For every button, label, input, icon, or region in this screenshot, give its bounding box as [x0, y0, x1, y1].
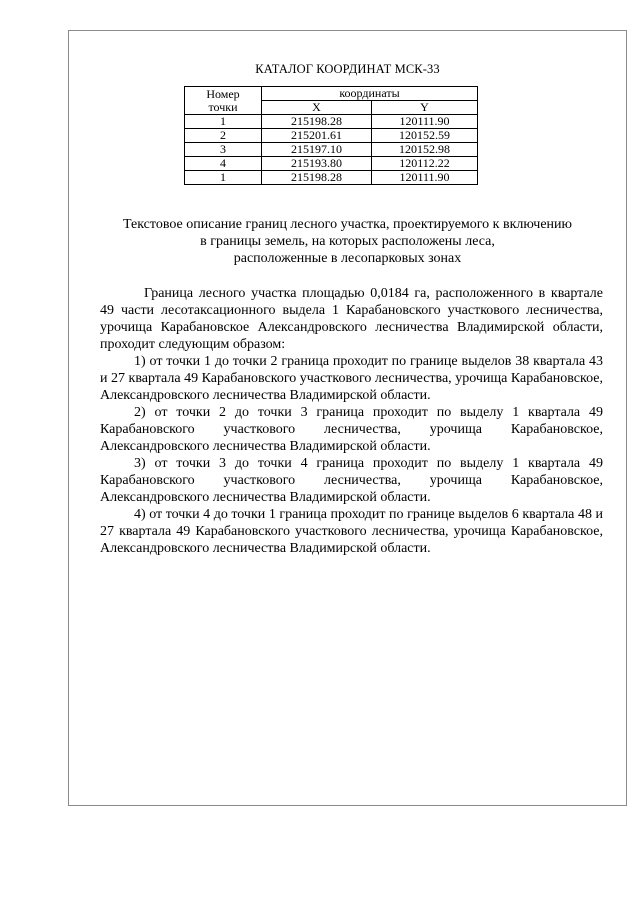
x-cell: 215193.80 [262, 157, 372, 171]
y-cell: 120111.90 [372, 171, 478, 185]
boundary-segment-paragraph: 3) от точки 3 до точки 4 граница проходит по выделу 1 квартала 49 Карабановского участкового лесничества, урочища Карабановское, Александровского лесничества Владимирской области. [100, 456, 603, 505]
point-cell: 4 [185, 157, 262, 171]
point-cell: 1 [185, 115, 262, 129]
y-cell: 120112.22 [372, 157, 478, 171]
point-header-line1: Номер [206, 86, 240, 101]
table-row [185, 143, 478, 157]
point-cell: 2 [185, 129, 262, 143]
x-header: X [262, 101, 372, 115]
description-body [100, 285, 603, 557]
table-row [185, 157, 478, 171]
boundary-segment-paragraph: 4) от точки 4 до точки 1 граница проходит по границе выделов 6 квартала 48 и 27 квартала 49 Карабановского участкового лесничества, урочища Карабановское, Александровского лесничества Владимирской области. [100, 507, 603, 556]
y-header: Y [372, 101, 478, 115]
x-cell: 215197.10 [262, 143, 372, 157]
y-cell: 120152.98 [372, 143, 478, 157]
boundary-segment-paragraph: 2) от точки 2 до точки 3 граница проходит по выделу 1 квартала 49 Карабановского участкового лесничества, урочища Карабановское, Александровского лесничества Владимирской области. [100, 405, 603, 454]
catalog-title: КАТАЛОГ КООРДИНАТ МСК-33 [255, 62, 440, 76]
coordinates-table [184, 86, 478, 185]
description-heading [69, 216, 626, 267]
point-header-line2: точки [208, 99, 238, 114]
table-row [185, 129, 478, 143]
table-row [185, 115, 478, 129]
intro-paragraph: Граница лесного участка площадью 0,0184 га, расположенного в квартале 49 части лесотаксационного выдела 1 Карабановского участкового лесничества, урочища Карабановское Александровского лесничества Владимирской области, проходит следующим образом: [100, 286, 603, 352]
heading-line: расположенные в лесопарковых зонах [233, 251, 462, 266]
point-cell: 1 [185, 171, 262, 185]
point-cell: 3 [185, 143, 262, 157]
x-cell: 215201.61 [262, 129, 372, 143]
y-cell: 120111.90 [372, 115, 478, 129]
point-number-header [185, 87, 262, 115]
heading-line: в границы земель, на которых расположены леса, [200, 234, 495, 249]
boundary-segment-paragraph: 1) от точки 1 до точки 2 граница проходит по границе выделов 38 квартала 43 и 27 квартала 49 Карабановского участкового лесничества, урочища Карабановское, Александровского лесничества Владимирской области. [100, 354, 603, 403]
table-row [185, 171, 478, 185]
y-cell: 120152.59 [372, 129, 478, 143]
x-cell: 215198.28 [262, 115, 372, 129]
coordinates-header: координаты [262, 87, 478, 101]
heading-line: Текстовое описание границ лесного участка, проектируемого к включению [122, 217, 572, 232]
document-page [68, 30, 627, 806]
x-cell: 215198.28 [262, 171, 372, 185]
